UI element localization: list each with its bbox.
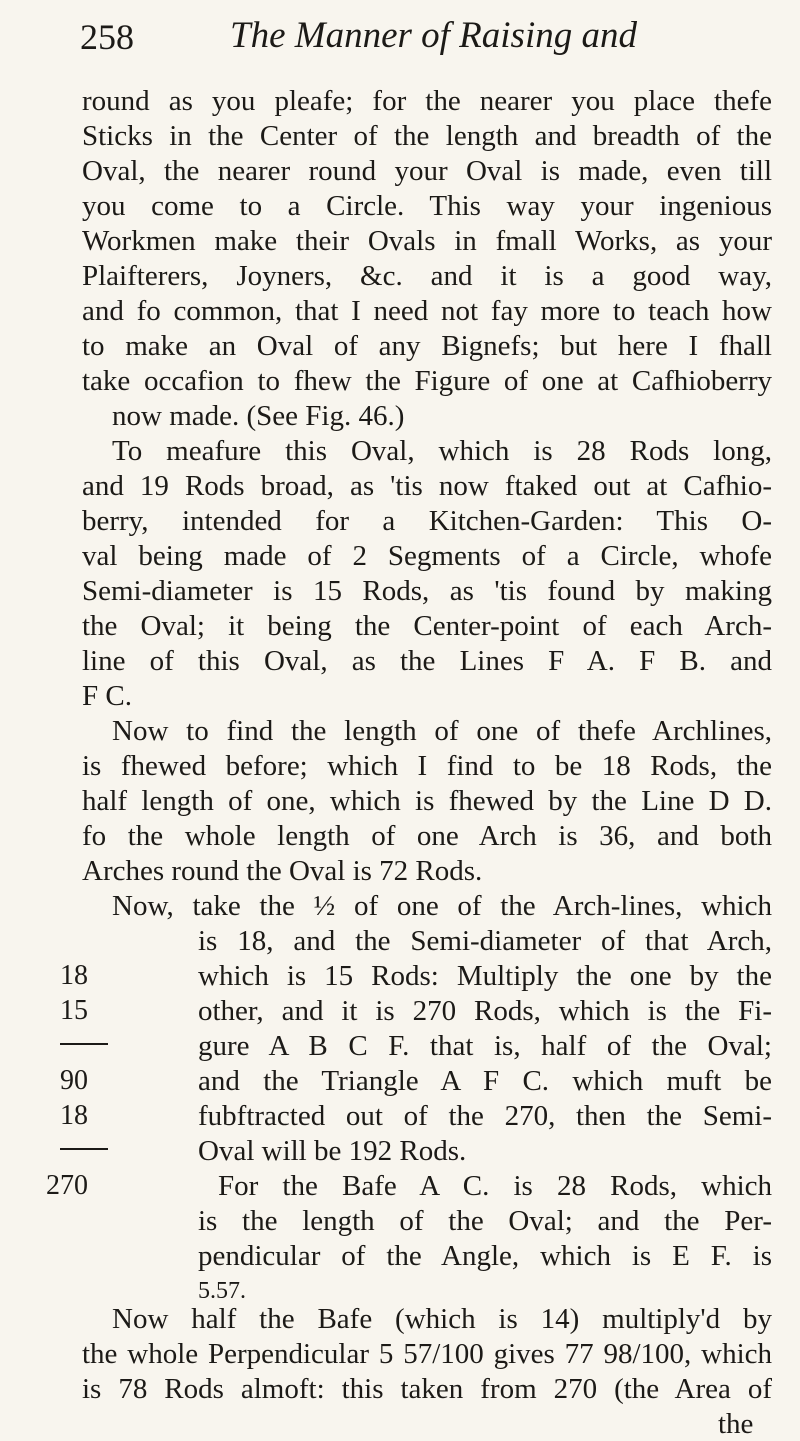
text-line: berry, intended for a Kitchen-Garden: This O- (82, 505, 772, 537)
text-line: and fo common, that I need not fay more to teach how (82, 295, 772, 327)
text-line: fubftracted out of the 270, then the Semi- (198, 1100, 772, 1132)
text-line: pendicular of the Angle, which is E F. is (198, 1240, 772, 1272)
text-line: Oval, the nearer round your Oval is made, even till (82, 155, 772, 187)
text-line: F C. (82, 680, 132, 712)
text-line: For the Bafe A C. is 28 Rods, which (218, 1170, 772, 1202)
margin-rule (60, 1043, 108, 1045)
page-number: 258 (80, 17, 134, 57)
text-line: to make an Oval of any Bignefs; but here I fhall (82, 330, 772, 362)
text-line: Arches round the Oval is 72 Rods. (82, 855, 483, 887)
text-line: Now half the Bafe (which is 14) multiply'd by (112, 1303, 772, 1335)
text-line: Now to find the length of one of thefe Archlines, (112, 715, 772, 747)
text-line: the Oval; it being the Center-point of each Arch- (82, 610, 772, 642)
text-line: is fhewed before; which I find to be 18 Rods, the (82, 750, 772, 782)
text-line: line of this Oval, as the Lines F A. F B. and (82, 645, 772, 677)
text-line: you come to a Circle. This way your ingenious (82, 190, 772, 222)
text-line: the whole Perpendicular 5 57/100 gives 77 98/100, which (82, 1338, 772, 1370)
text-line: other, and it is 270 Rods, which is the Fi- (198, 995, 772, 1027)
text-line: take occafion to fhew the Figure of one at Cafhioberry (82, 365, 772, 397)
text-line: val being made of 2 Segments of a Circle, whofe (82, 540, 772, 572)
text-line: Now, take the ½ of one of the Arch-lines, which (112, 890, 772, 922)
text-line: is 18, and the Semi-diameter of that Arch, (198, 925, 772, 957)
margin-figure: 90 (60, 1065, 88, 1096)
text-line: fo the whole length of one Arch is 36, and both (82, 820, 772, 852)
text-line: and 19 Rods broad, as 'tis now ftaked out at Cafhio- (82, 470, 772, 502)
page-header (80, 0, 780, 60)
margin-figure: 18 (60, 960, 88, 991)
text-line: round as you pleafe; for the nearer you place thefe (82, 85, 772, 117)
text-line: the (718, 1408, 754, 1440)
text-line: which is 15 Rods: Multiply the one by the (198, 960, 772, 992)
margin-figure: 15 (60, 995, 88, 1026)
text-line: Oval will be 192 Rods. (198, 1135, 467, 1167)
text-line: and the Triangle A F C. which muft be (198, 1065, 772, 1097)
margin-figure: 270 (46, 1170, 88, 1201)
running-title: The Manner of Raising and (230, 15, 637, 56)
text-line: Sticks in the Center of the length and breadth of the (82, 120, 772, 152)
margin-figure: 18 (60, 1100, 88, 1131)
text-line: gure A B C F. that is, half of the Oval; (198, 1030, 772, 1062)
text-line: 5.57. (198, 1278, 246, 1304)
text-line: is 78 Rods almoft: this taken from 270 (the Area of (82, 1373, 772, 1405)
text-line: Workmen make their Ovals in fmall Works, as your (82, 225, 772, 257)
text-line: half length of one, which is fhewed by the Line D D. (82, 785, 772, 817)
text-line: is the length of the Oval; and the Per- (198, 1205, 772, 1237)
text-line: Plaifterers, Joyners, &c. and it is a good way, (82, 260, 772, 292)
margin-rule (60, 1148, 108, 1150)
text-line: Semi-diameter is 15 Rods, as 'tis found by making (82, 575, 772, 607)
text-line: now made. (See Fig. 46.) (112, 400, 405, 432)
text-line: To meafure this Oval, which is 28 Rods long, (112, 435, 772, 467)
